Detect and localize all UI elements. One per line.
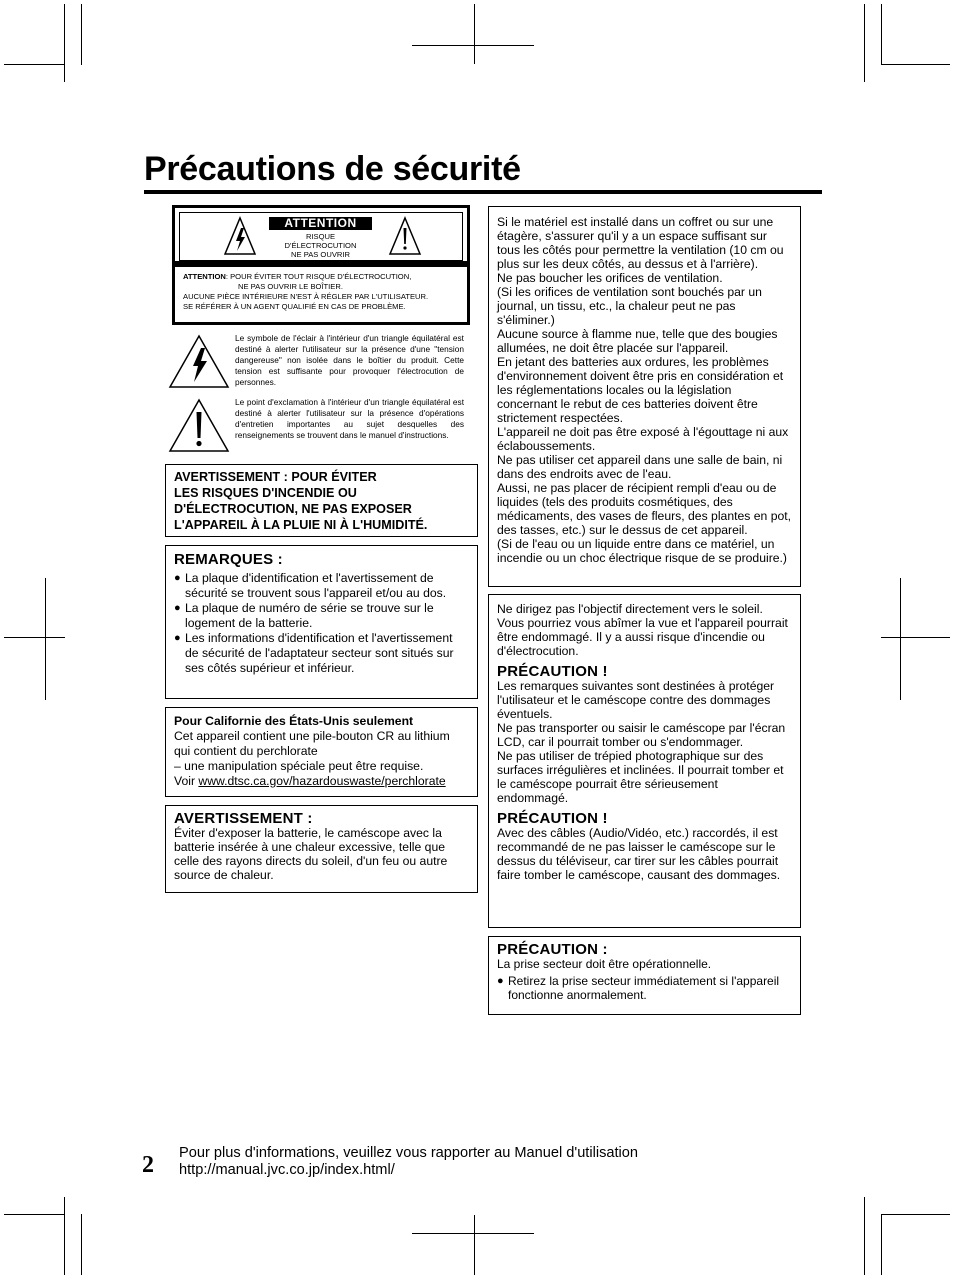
lightning-warning-icon <box>223 216 257 256</box>
exclamation-warning-icon <box>388 216 422 256</box>
power-outlet-box <box>488 936 801 1015</box>
precaution-p3: Ne pas transporter ou saisir le caméscope par l'écran LCD, car il pourrait tomber ou s'endommager. <box>497 721 786 749</box>
avertissement-body: Éviter d'exposer la batterie, le caméscope avec la batterie insérée à une chaleur excessive, telle que celle des rayons directs du soleil, d'un feu ou autre source de chaleur. <box>174 826 448 882</box>
attention-sub1: RISQUE D'ÉLECTROCUTION <box>284 232 357 250</box>
attention-line2: NE PAS OUVRIR LE BOÎTIER. <box>238 282 343 291</box>
precaution-heading-1: PRÉCAUTION ! <box>497 663 608 680</box>
flame-p4: Aucune source à flamme nue, telle que des bougies allumées, ne doit être placée sur l'appareil. <box>497 327 778 355</box>
battery-disposal-p5: En jetant des batteries aux ordures, les problèmes d'environnement doivent être pris en considération et les réglementations locales ou la législation concernant le rebut de ces batteries doivent être strictement respectées. <box>497 355 784 425</box>
avertissement-heading: AVERTISSEMENT : <box>174 810 313 827</box>
fire-warning-line4: L'APPAREIL À LA PLUIE NI À L'HUMIDITÉ. <box>174 518 428 532</box>
footer-text <box>179 1145 638 1179</box>
attention-divider <box>175 261 467 267</box>
ventilation-p3: (Si les orifices de ventilation sont bouchés par un journal, un tissu, etc., la chaleur peut ne pas s'éliminer.) <box>497 285 762 327</box>
attention-line1-bold: ATTENTION <box>183 272 226 281</box>
list-item: ● Retirez la prise secteur immédiatement si l'appareil fonctionne anormalement. <box>497 974 792 1002</box>
ventilation-box <box>488 206 801 587</box>
list-item: ● Les informations d'identification et l'avertissement de sécurité de l'adaptateur secteur sont situés sur ses côtés supérieur et inférieur. <box>174 631 469 676</box>
lightning-triangle-icon <box>168 334 230 389</box>
page-title: Précautions de sécurité <box>144 150 521 188</box>
attention-label <box>172 205 470 325</box>
ventilation-p2: Ne pas boucher les orifices de ventilation. <box>497 271 723 285</box>
attention-line3: AUCUNE PIÈCE INTÉRIEURE N'EST À RÉGLER PAR L'UTILISATEUR. <box>183 292 429 301</box>
precaution-heading-3: PRÉCAUTION : <box>497 941 608 958</box>
outlet-list <box>497 974 792 1002</box>
footer-url[interactable]: http://manual.jvc.co.jp/index.html/ <box>179 1162 395 1178</box>
california-line2: qui contient du perchlorate <box>174 744 318 758</box>
remarques-box <box>165 545 478 699</box>
precaution-box <box>488 594 801 928</box>
exclamation-description: Le point d'exclamation à l'intérieur d'un triangle équilatéral est destiné à alerter l'utilisateur sur la présence d'opérations d'entretien importantes au sujet desquelles des renseignements se trouvent dans le manuel d'instructions. <box>235 397 464 440</box>
precaution-p4: Ne pas utiliser de trépied photographique sur des surfaces irrégulières et inclinées. Il pourrait tomber et le caméscope pourrait être sérieusement endommagé. <box>497 749 784 805</box>
outlet-p1: La prise secteur doit être opérationnelle. <box>497 957 712 971</box>
exclamation-triangle-icon <box>168 398 230 453</box>
precaution-heading-2: PRÉCAUTION ! <box>497 810 608 827</box>
attention-text <box>183 272 468 312</box>
sun-warning-p1: Ne dirigez pas l'objectif directement vers le soleil. Vous pourriez vous abîmer la vue et l'appareil pourrait être endommagé. Il y a aussi risque d'incendie ou d'électrocution. <box>497 602 788 658</box>
perchlorate-link[interactable]: www.dtsc.ca.gov/hazardouswaste/perchlorate <box>198 774 446 788</box>
lightning-description: Le symbole de l'éclair à l'intérieur d'un triangle équilatéral est destiné à alerter l'utilisateur sur la présence d'une "tension dangereuse" non isolée dans le boîtier du produit. Cette tension est suffisante pour provoquer l'électrocution de personnes. <box>235 333 464 387</box>
footer-line1: Pour plus d'informations, veuillez vous rapporter au Manuel d'utilisation <box>179 1145 639 1161</box>
fire-warning-line2: LES RISQUES D'INCENDIE OU <box>174 486 357 500</box>
fire-warning-line1: AVERTISSEMENT : POUR ÉVITER <box>174 470 377 484</box>
ventilation-p1: Si le matériel est installé dans un coffret ou sur une étagère, s'assurer qu'il y a un espace suffisant sur tous les côtés pour permettre la ventilation (10 cm ou plus sur les deux côtés, au dessus et à l'arrière). <box>497 215 784 271</box>
list-item: ● La plaque de numéro de série se trouve sur le logement de la batterie. <box>174 601 469 631</box>
precaution-p5: Avec des câbles (Audio/Vidéo, etc.) raccordés, il est recommandé de ne pas laisser le caméscope sur le dessus du téléviseur, car tirer sur les câbles pourrait faire tomber le caméscope, causant des dommages. <box>497 826 781 882</box>
california-box <box>165 707 478 797</box>
attention-sub2: NE PAS OUVRIR <box>291 250 350 259</box>
california-see-label: Voir <box>174 774 199 788</box>
attention-banner: ATTENTION <box>269 217 372 230</box>
liquids-p8: Aussi, ne pas placer de récipient rempli d'eau ou de liquides (tels des produits cosmétiques, des médicaments, des vases de fleurs, des plantes en pot, des tasses, etc.) sur le dessus de cet appareil. <box>497 481 792 537</box>
liquids-p9: (Si de l'eau ou un liquide entre dans ce matériel, un incendie ou un choc électrique risque de se produire.) <box>497 537 787 565</box>
attention-subtext <box>269 232 372 259</box>
fire-warning-line3: D'ÉLECTROCUTION, NE PAS EXPOSER <box>174 502 412 516</box>
page-number: 2 <box>142 1152 154 1178</box>
attention-line1: : POUR ÉVITER TOUT RISQUE D'ÉLECTROCUTION, <box>225 272 412 281</box>
california-line1: Cet appareil contient une pile-bouton CR au lithium <box>174 729 450 743</box>
avertissement-box <box>165 805 478 893</box>
bathroom-p7: Ne pas utiliser cet appareil dans une salle de bain, ni dans des endroits avec de l'eau. <box>497 453 783 481</box>
list-item: ● La plaque d'identification et l'avertissement de sécurité se trouvent sous l'appareil et/ou au dos. <box>174 571 469 601</box>
dripping-p6: L'appareil ne doit pas être exposé à l'égouttage ni aux éclaboussements. <box>497 425 789 453</box>
title-rule <box>144 190 822 194</box>
california-line3: – une manipulation spéciale peut être requise. <box>174 759 424 773</box>
attention-line4: SE RÉFÉRER À UN AGENT QUALIFIÉ EN CAS DE PROBLÈME. <box>183 302 406 311</box>
remarques-heading: REMARQUES : <box>174 551 283 568</box>
precaution-p2: Les remarques suivantes sont destinées à protéger l'utilisateur et le caméscope contre des dommages éventuels. <box>497 679 775 721</box>
california-heading: Pour Californie des États-Unis seulement <box>174 714 414 728</box>
fire-warning-box <box>165 464 478 537</box>
attention-label-top <box>179 212 463 261</box>
remarques-list <box>174 571 469 676</box>
